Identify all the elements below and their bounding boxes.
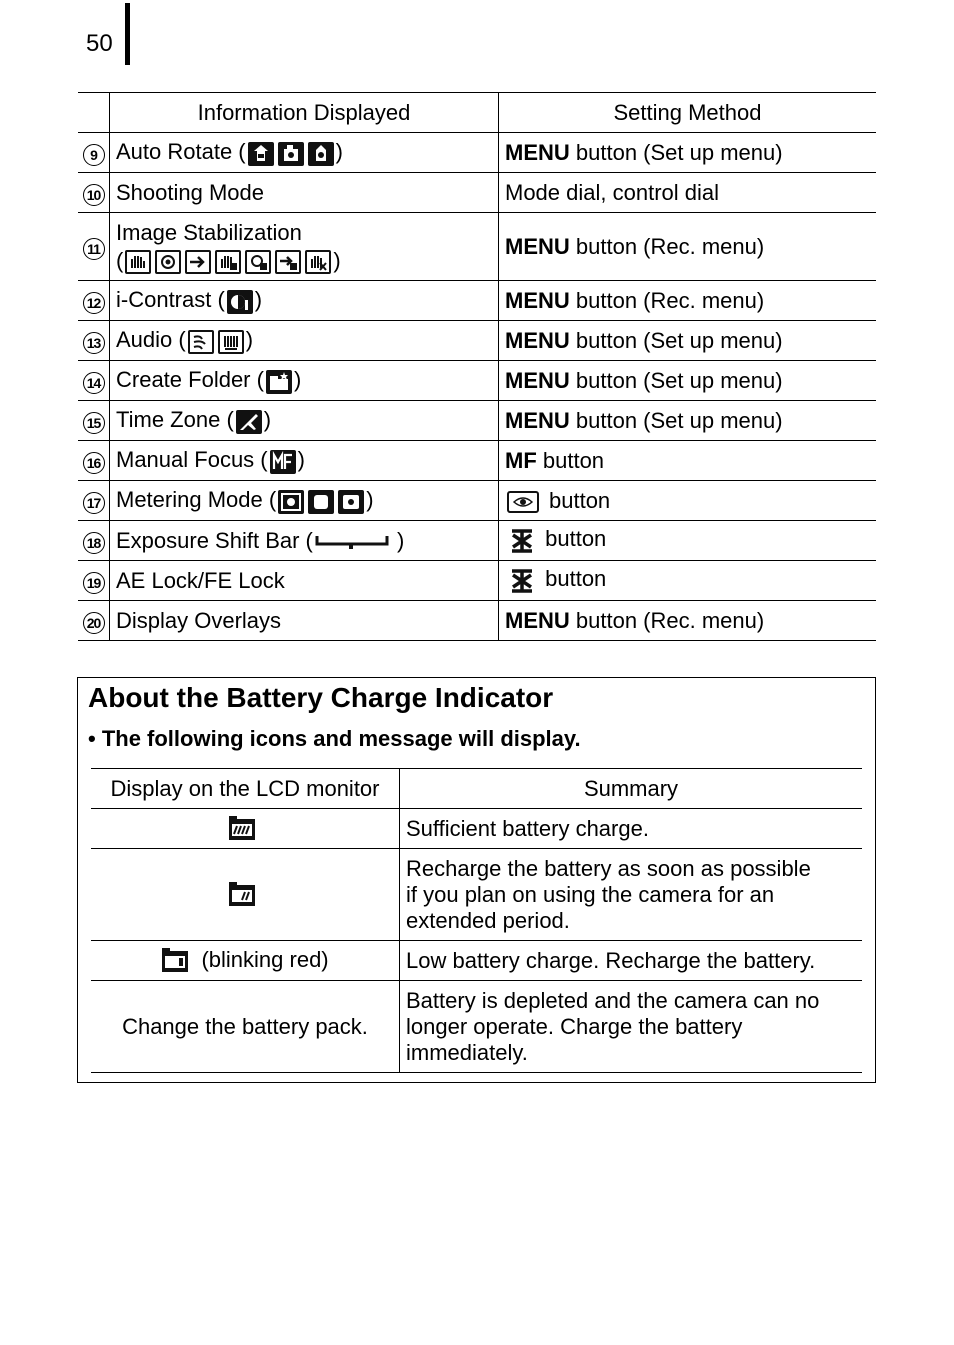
method-text: button (Set up menu) (569, 327, 783, 353)
row-number-badge: 11 (83, 238, 105, 260)
battery-table-header-row (91, 769, 862, 809)
is-off-icon (305, 250, 331, 274)
table-row (78, 361, 876, 401)
menu-button-label: MENU (505, 327, 570, 353)
metering-button-icon (507, 491, 539, 513)
ae-lock-button-icon (507, 567, 537, 595)
center-weighted-icon (308, 490, 334, 514)
table-row (78, 321, 876, 361)
information-table (78, 92, 876, 641)
info-label: Time Zone ( (116, 407, 234, 433)
evaluative-metering-icon (278, 490, 304, 514)
info-label: Exposure Shift Bar ( (116, 527, 313, 553)
method-text: Mode dial, control dial (505, 179, 720, 205)
battery-indicator-box (77, 677, 876, 1083)
method-text: button (Set up menu) (569, 367, 783, 393)
menu-button-label: MENU (505, 367, 570, 393)
is-panning-icon (185, 250, 211, 274)
table-row (78, 601, 876, 641)
table-row (78, 173, 876, 213)
row-number-badge: 19 (83, 572, 105, 594)
table-row (78, 133, 876, 173)
battery-summary-line: if you plan on using the camera for an (406, 881, 775, 907)
info-label: Image Stabilization (116, 219, 302, 245)
auto-rotate-left-icon (308, 142, 334, 166)
table-header-row (78, 93, 876, 133)
method-column-header: Setting Method (499, 93, 877, 133)
row-number-badge: 20 (83, 612, 105, 634)
info-label-end: ) (263, 407, 272, 433)
row-number-badge: 10 (83, 184, 105, 206)
table-row (78, 213, 876, 281)
info-label-end: ) (297, 447, 305, 473)
i-contrast-icon (227, 290, 253, 314)
battery-summary-line: extended period. (406, 907, 570, 933)
auto-rotate-right-icon (278, 142, 304, 166)
method-text: button (Set up menu) (569, 139, 783, 165)
row-number-badge: 12 (83, 292, 105, 314)
spot-metering-icon (338, 490, 364, 514)
info-label-end: ) (335, 139, 343, 165)
ae-lock-button-icon (507, 527, 537, 555)
is-shoot-only-off-icon (245, 250, 271, 274)
row-number-badge: 18 (83, 532, 105, 554)
battery-table-row (91, 809, 862, 849)
info-label: Create Folder ( (116, 367, 264, 393)
row-number-badge: 13 (83, 332, 105, 354)
info-label-end: ) (390, 527, 405, 553)
battery-section-title: About the Battery Charge Indicator (88, 682, 554, 713)
method-text: button (536, 447, 605, 473)
battery-low-icon (161, 948, 189, 974)
summary-column-header: Summary (400, 769, 863, 809)
row-number-badge: 15 (83, 412, 105, 434)
battery-full-icon (228, 816, 256, 842)
number-column-header (78, 93, 110, 133)
lcd-column-header: Display on the LCD monitor (91, 769, 400, 809)
info-label-end: ) (366, 487, 374, 513)
method-text: button (549, 487, 611, 513)
method-text: button (Rec. menu) (569, 287, 765, 313)
row-number-badge: 14 (83, 372, 105, 394)
row-number-badge: 9 (83, 144, 105, 166)
method-text: button (Rec. menu) (569, 607, 765, 633)
battery-summary-line: Sufficient battery charge. (406, 815, 649, 841)
info-label: Manual Focus ( (116, 447, 268, 473)
method-text: button (Set up menu) (569, 407, 783, 433)
time-zone-icon (236, 410, 262, 434)
method-text: button (545, 526, 607, 552)
menu-button-label: MENU (505, 139, 570, 165)
page-number: 50 (86, 30, 113, 57)
info-label-end: ) (293, 367, 302, 393)
is-continuous-icon (125, 250, 151, 274)
row-number-badge: 16 (83, 452, 105, 474)
wind-filter-icon (188, 330, 214, 354)
battery-summary-line: Low battery charge. Recharge the battery. (406, 947, 816, 973)
battery-table-row (91, 941, 862, 981)
is-shoot-only-icon (155, 250, 181, 274)
info-label: Metering Mode ( (116, 487, 277, 513)
battery-summary-line: Battery is depleted and the camera can no (406, 987, 820, 1013)
battery-summary-line: longer operate. Charge the battery (406, 1013, 743, 1039)
method-text: button (Rec. menu) (569, 233, 765, 259)
info-label: Shooting Mode (116, 179, 264, 205)
table-row (78, 561, 876, 601)
info-label: i-Contrast ( (116, 287, 225, 313)
info-label: Auto Rotate ( (116, 139, 246, 165)
exposure-shift-bar-icon (315, 534, 389, 550)
battery-summary-line: immediately. (406, 1039, 528, 1065)
table-row (78, 441, 876, 481)
mf-button-label: MF (505, 447, 537, 473)
battery-table-row (91, 981, 862, 1073)
battery-half-icon (228, 882, 256, 908)
battery-table (91, 768, 862, 1073)
info-label-end: ) (333, 247, 341, 273)
battery-summary-line: Recharge the battery as soon as possible (406, 855, 811, 881)
table-row (78, 521, 876, 561)
page-number-rule (125, 3, 130, 65)
menu-button-label: MENU (505, 407, 570, 433)
battery-section-bullet: • The following icons and message will display. (88, 726, 581, 751)
info-label-end: ) (245, 327, 254, 353)
battery-display-text: Change the battery pack. (122, 1013, 368, 1039)
paren-open: ( (116, 247, 124, 273)
menu-button-label: MENU (505, 287, 570, 313)
info-label-end: ) (254, 287, 263, 313)
create-folder-icon (266, 370, 292, 394)
mic-level-icon (218, 330, 244, 354)
info-label: AE Lock/FE Lock (116, 567, 285, 593)
method-text: button (545, 566, 607, 592)
info-label: Audio ( (116, 327, 186, 353)
battery-display-text: (blinking red) (201, 946, 329, 972)
row-number-badge: 17 (83, 492, 105, 514)
table-row (78, 401, 876, 441)
is-panning-off-icon (275, 250, 301, 274)
manual-focus-icon (270, 450, 296, 474)
auto-rotate-icon (248, 142, 274, 166)
info-label: Display Overlays (116, 607, 282, 633)
table-row (78, 281, 876, 321)
table-row (78, 481, 876, 521)
menu-button-label: MENU (505, 607, 570, 633)
menu-button-label: MENU (505, 233, 570, 259)
info-column-header: Information Displayed (110, 93, 499, 133)
battery-table-row (91, 849, 862, 941)
is-continuous-off-icon (215, 250, 241, 274)
